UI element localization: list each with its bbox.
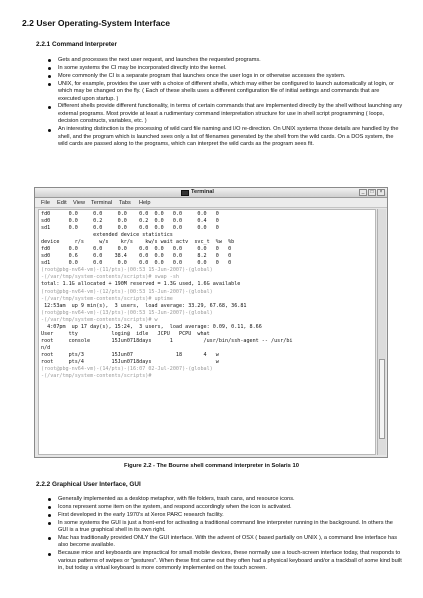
list-item: More commonly the CI is a separate program that launches once the user logs in or otherwise accesses the system. <box>58 73 403 80</box>
terminal-line: (root@pbg-nv64-vm)-(14/pts)-(16:07 02-Jul-2007)-(global) <box>41 366 213 373</box>
list-item: Gets and processes the next user request, and launches the requested programs. <box>58 57 403 64</box>
menu-help[interactable]: Help <box>139 200 151 206</box>
terminal-window <box>34 187 388 458</box>
menu-view[interactable]: View <box>73 200 86 206</box>
terminal-line: 12:53am up 9 min(s), 3 users, load average: 33.29, 67.68, 36.81 <box>41 302 247 309</box>
terminal-line: (root@pbg-nv64-vm)-(11/pts)-(00:53 15-Jun-2007)-(global) <box>41 267 213 274</box>
menu-edit[interactable]: Edit <box>57 200 67 206</box>
close-icon[interactable]: × <box>377 189 385 196</box>
terminal-text <box>39 210 375 381</box>
scrollbar-thumb[interactable] <box>379 359 385 439</box>
terminal-line: (root@pbg-nv64-vm)-(13/pts)-(00:53 15-Jun-2007)-(global) <box>41 309 213 316</box>
menu-terminal[interactable]: Terminal <box>91 200 113 206</box>
terminal-line: sd1 0.0 0.0 0.0 0.0 0.0 0.0 0.0 0 0 <box>41 260 232 267</box>
terminal-icon <box>181 190 189 196</box>
terminal-output[interactable] <box>38 209 376 455</box>
terminal-titlebar[interactable] <box>35 188 387 198</box>
terminal-line: sd1 0.0 0.0 0.0 0.0 0.0 0.0 0.0 0 <box>41 225 219 232</box>
list-item: In some systems the CI may be incorporated directly into the kernel. <box>58 65 403 72</box>
terminal-line: sd0 0.6 0.0 38.4 0.0 0.0 0.0 8.2 0 0 <box>41 253 232 260</box>
terminal-line: root pts/3 15Jun07 18 4 w <box>41 351 219 358</box>
subsection-title-command-interpreter: 2.2.1 Command Interpreter <box>36 41 117 48</box>
menu-file[interactable]: File <box>41 200 51 206</box>
terminal-line: root pts/4 15Jun0718days w <box>41 358 219 365</box>
terminal-title: Terminal <box>191 189 214 195</box>
gui-bullets <box>58 496 403 573</box>
terminal-line: extended device statistics <box>41 232 173 239</box>
terminal-line: (root@pbg-nv64-vm)-(12/pts)-(00:53 15-Jun-2007)-(global) <box>41 288 213 295</box>
list-item: An interesting distinction is the processing of wild card file naming and I/O re-direction. On UNIX systems those details are handled by the shell, and the program which is launched sees only a list of filenames generated by the shell from the wild cards. On a DOS system, the wild cards are passed along to the programs, which can interpret the wild cards as the program sees fit. <box>58 126 403 148</box>
terminal-line: 4:07pm up 17 day(s), 15:24, 3 users, load average: 0.09, 0.11, 8.66 <box>41 323 262 330</box>
terminal-line: total: 1.1G allocated + 190M reserved = 1.3G used, 1.6G available <box>41 281 241 288</box>
section-title: 2.2 User Operating-System Interface <box>22 18 171 28</box>
terminal-line: sd0 0.0 0.2 0.0 0.2 0.0 0.0 0.4 0 <box>41 218 219 225</box>
maximize-icon[interactable]: □ <box>368 189 376 196</box>
menu-tabs[interactable]: Tabs <box>119 200 131 206</box>
terminal-line: fd0 0.0 0.0 0.0 0.0 0.0 0.0 0.0 0 <box>41 211 219 217</box>
terminal-line: User tty login@ idle JCPU PCPU what <box>41 330 210 337</box>
terminal-line: -(/var/tmp/system-contents/scripts)# w <box>41 316 158 323</box>
list-item: Because mice and keyboards are impractical for small mobile devices, these normally use a touch-screen interface today, that responds to various patterns of swipes or "gestures". When these first came out they often had a physical keyboard and/or a trackball of some kind built in, but today a virtual keyboard is more commonly implemented on the touch screen. <box>58 550 402 572</box>
terminal-scrollbar[interactable] <box>377 209 386 455</box>
terminal-line: fd0 0.0 0.0 0.0 0.0 0.0 0.0 0.0 0 0 <box>41 246 232 253</box>
subsection-title-gui: 2.2.2 Graphical User Interface, GUI <box>36 481 141 488</box>
figure-caption: Figure 2.2 - The Bourne shell command interpreter in Solaris 10 <box>124 463 299 469</box>
list-item: UNIX, for example, provides the user with a choice of different shells, which may either be configured to launch automatically at login, or which may be changed on the fly. ( Each of these shells uses a different configuration file of initial settings and commands that are executed upon startup. ) <box>58 81 403 103</box>
list-item: Icons represent some item on the system, and respond accordingly when the icon is activated. <box>58 504 403 511</box>
terminal-line: -(/var/tmp/system-contents/scripts)# swap -sh <box>41 274 180 281</box>
command-interpreter-bullets <box>58 57 403 149</box>
list-item: Different shells provide different functionality, in terms of certain commands that are implemented directly by the shell without launching any external programs. Most provide at least a rudimentary command interpretation structure for use in shell script programming ( loops, decision constructs, variables, etc. ) <box>58 103 403 125</box>
terminal-line: -(/var/tmp/system-contents/scripts)# <box>41 373 152 380</box>
minimize-icon[interactable]: _ <box>359 189 367 196</box>
terminal-line: device r/s w/s kr/s kw/s wait actv svc_t %w %b <box>41 239 235 246</box>
terminal-menubar <box>35 198 387 208</box>
list-item: First developed in the early 1970's at Xerox PARC research facility. <box>58 512 403 519</box>
list-item: In some systems the GUI is just a front-end for activating a traditional command line interpreter running in the background. In others the GUI is a true graphical shell in its own right. <box>58 520 403 535</box>
terminal-line: n/d <box>41 344 51 351</box>
terminal-line: root console 15Jun0718days 1 /usr/bin/ssh-agent -- /usr/bi <box>41 337 293 344</box>
terminal-line: -(/var/tmp/system-contents/scripts)# uptime <box>41 295 173 302</box>
list-item: Generally implemented as a desktop metaphor, with file folders, trash cans, and resource icons. <box>58 496 403 503</box>
list-item: Mac has traditionally provided ONLY the GUI interface. With the advent of OSX ( based partially on UNIX ), a command line interface has also become available. <box>58 535 403 550</box>
